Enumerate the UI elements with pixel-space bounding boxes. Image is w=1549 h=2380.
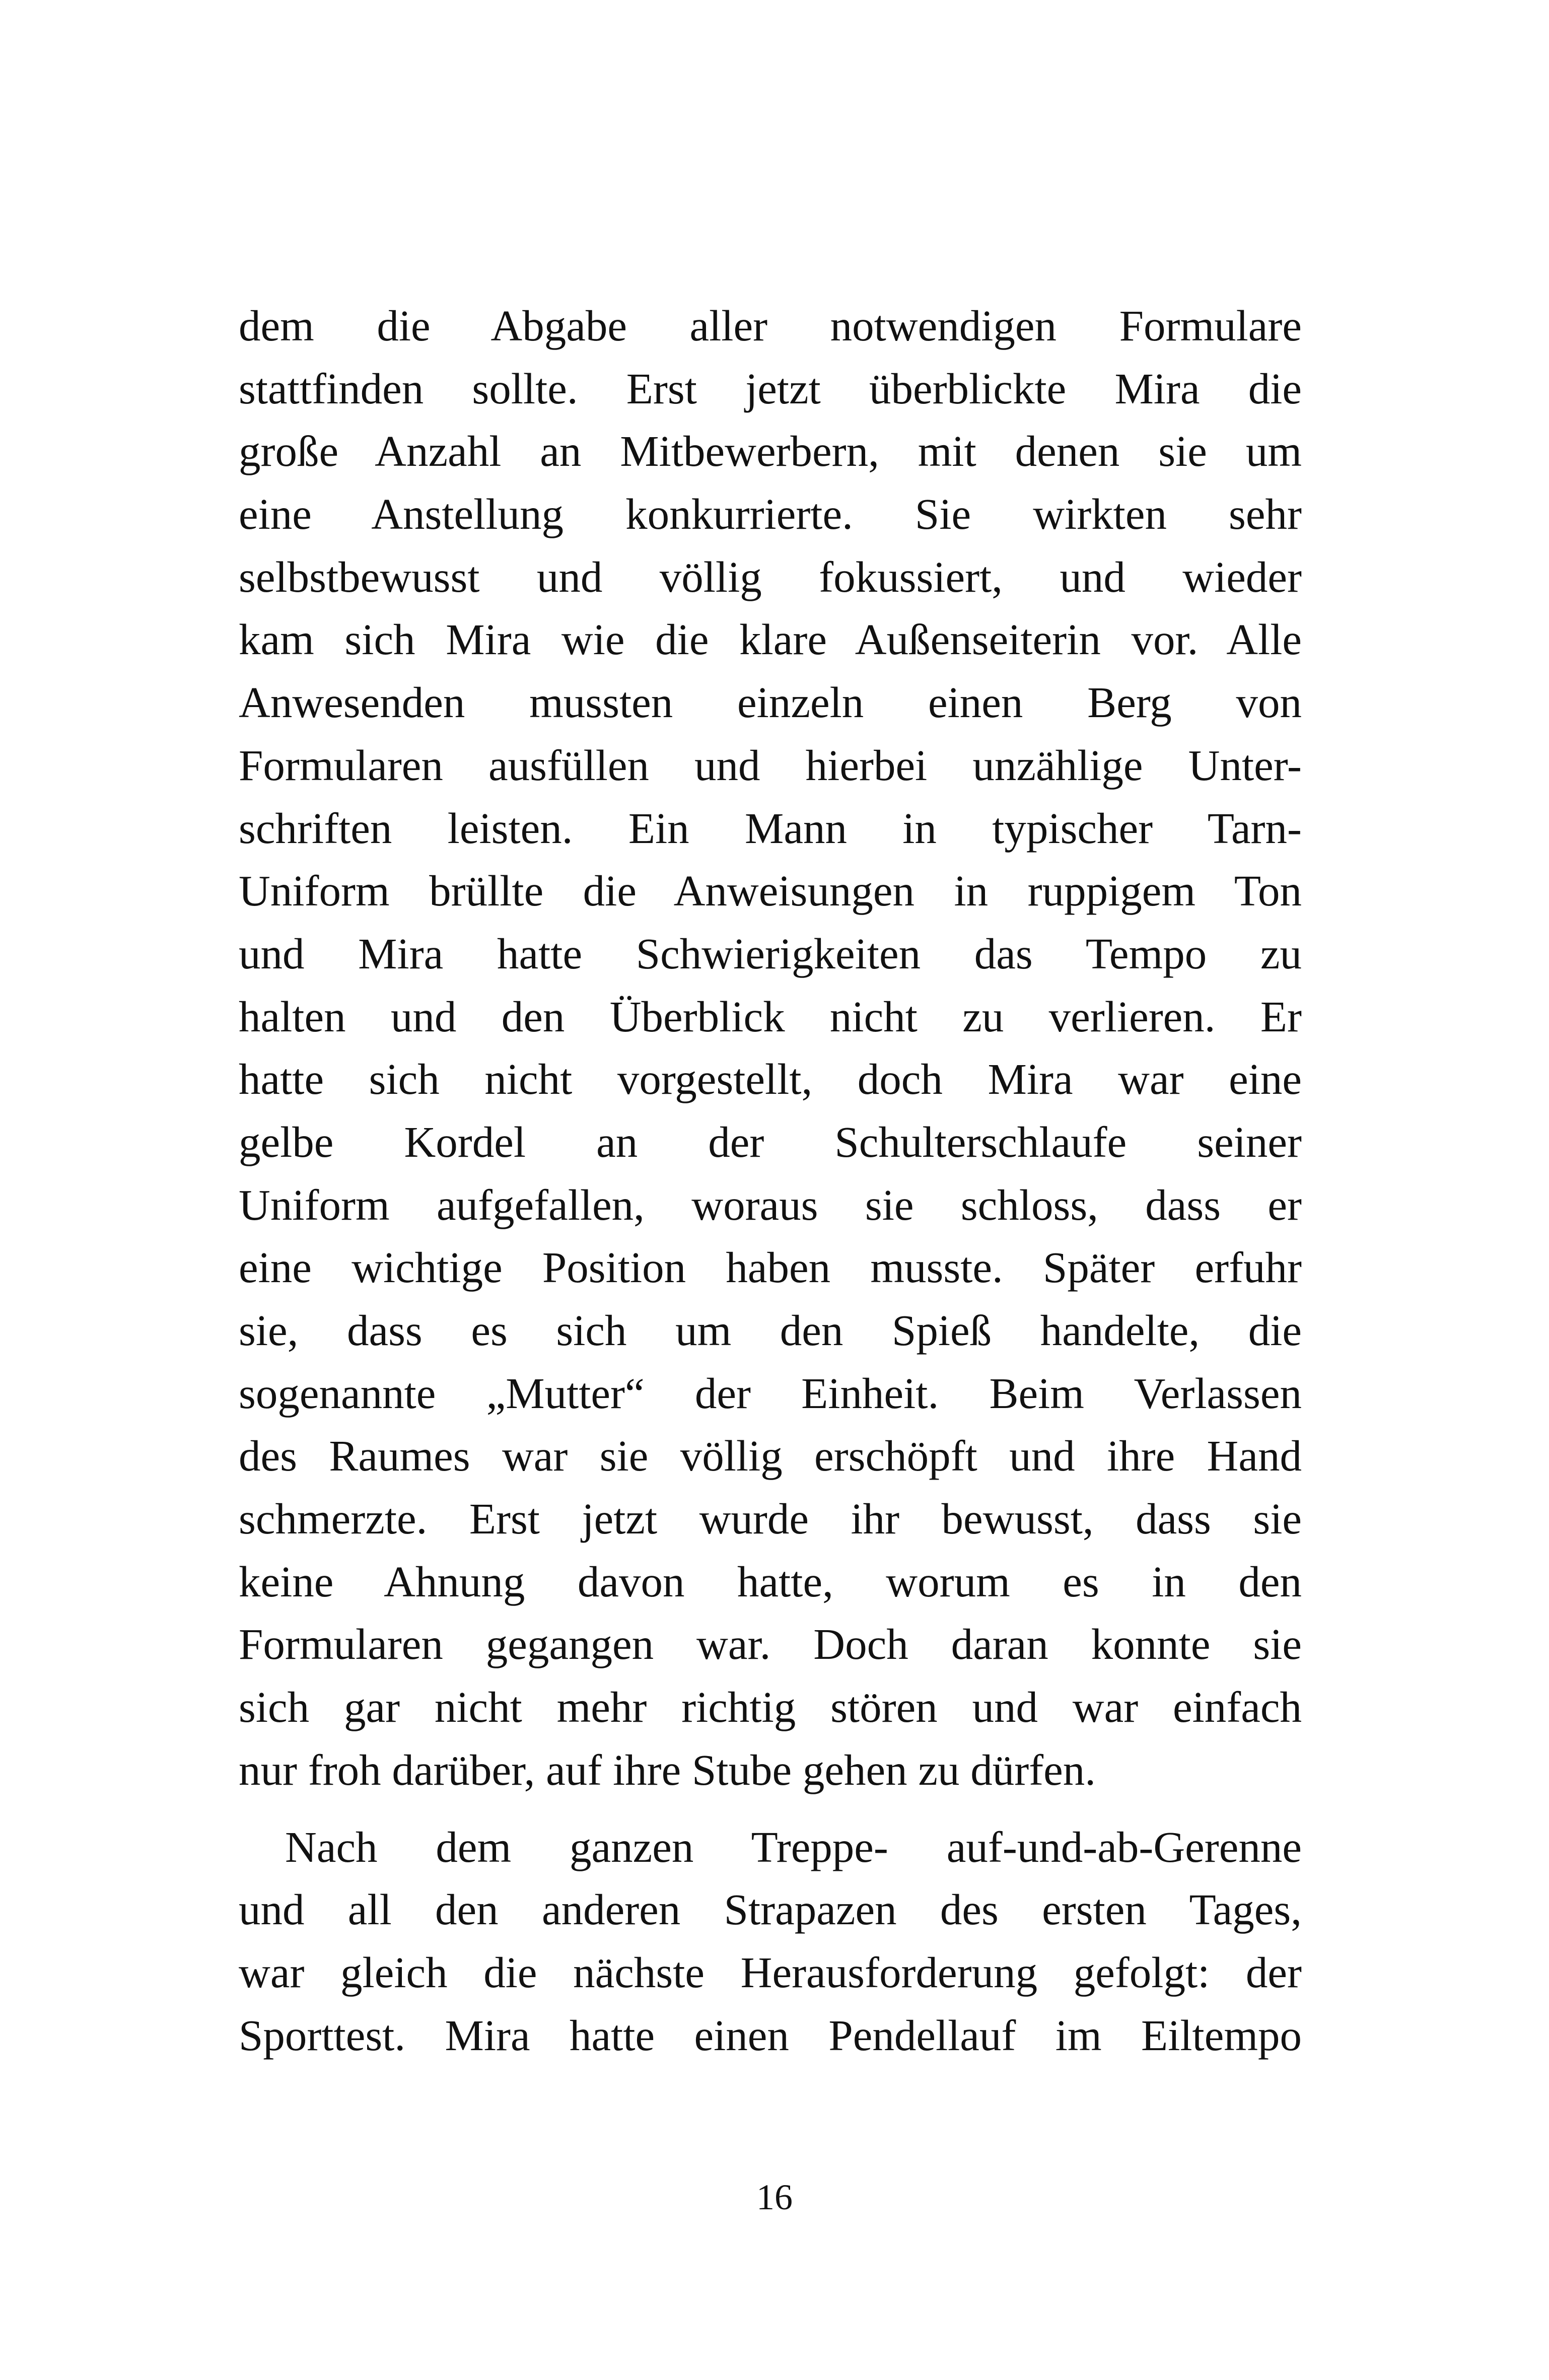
text-line: eine Anstellung konkurrierte. Sie wirkten sehr xyxy=(239,489,1302,539)
text-line: eine wichtige Position haben musste. Später erfuhr xyxy=(239,1243,1302,1292)
text-line: und all den anderen Strapazen des ersten Tages, xyxy=(239,1885,1302,1934)
text-line: Nach dem ganzen Treppe- auf-und-ab-Gerenne xyxy=(285,1822,1302,1871)
text-line: Formularen ausfüllen und hierbei unzählige Unter- xyxy=(239,740,1302,790)
text-line: und Mira hatte Schwierigkeiten das Tempo zu xyxy=(239,929,1302,978)
text-line: des Raumes war sie völlig erschöpft und ihre Hand xyxy=(239,1431,1302,1481)
text-line: halten und den Überblick nicht zu verlieren. Er xyxy=(239,992,1302,1041)
paragraph-2 xyxy=(239,1816,1302,2067)
text-line: sogenannte „Mutter“ der Einheit. Beim Verlassen xyxy=(239,1368,1302,1418)
text-line: Anwesenden mussten einzeln einen Berg von xyxy=(239,678,1302,727)
body-text xyxy=(239,295,1302,2067)
text-line: stattfinden sollte. Erst jetzt überblickte Mira die xyxy=(239,364,1302,413)
text-line: dem die Abgabe aller notwendigen Formulare xyxy=(239,301,1302,350)
paragraph-gap xyxy=(239,1802,1302,1816)
text-line: sich gar nicht mehr richtig stören und war einfach xyxy=(239,1683,1302,1732)
text-line: schmerzte. Erst jetzt wurde ihr bewusst, dass sie xyxy=(239,1494,1302,1544)
page-number: 16 xyxy=(756,2177,793,2217)
text-line: Uniform aufgefallen, woraus sie schloss, dass er xyxy=(239,1180,1302,1229)
text-line: große Anzahl an Mitbewerbern, mit denen sie um xyxy=(239,427,1302,476)
text-line: nur froh darüber, auf ihre Stube gehen zu dürfen. xyxy=(239,1745,1096,1794)
text-line: hatte sich nicht vorgestellt, doch Mira war eine xyxy=(239,1055,1302,1104)
text-line: gelbe Kordel an der Schulterschlaufe seiner xyxy=(239,1117,1302,1166)
text-line: schriften leisten. Ein Mann in typischer Tarn- xyxy=(239,803,1302,853)
text-line: Uniform brüllte die Anweisungen in ruppigem Ton xyxy=(239,866,1302,916)
text-line: war gleich die nächste Herausforderung gefolgt: der xyxy=(239,1947,1302,1997)
text-line: kam sich Mira wie die klare Außenseiterin vor. Alle xyxy=(239,615,1302,664)
text-line: Formularen gegangen war. Doch daran konnte sie xyxy=(239,1620,1302,1669)
text-line: keine Ahnung davon hatte, worum es in den xyxy=(239,1557,1302,1606)
text-line: sie, dass es sich um den Spieß handelte, die xyxy=(239,1306,1302,1355)
text-line: Sporttest. Mira hatte einen Pendellauf im Eiltempo xyxy=(239,2010,1302,2060)
paragraph-1 xyxy=(239,295,1302,1802)
text-line: selbstbewusst und völlig fokussiert, und wieder xyxy=(239,552,1302,601)
